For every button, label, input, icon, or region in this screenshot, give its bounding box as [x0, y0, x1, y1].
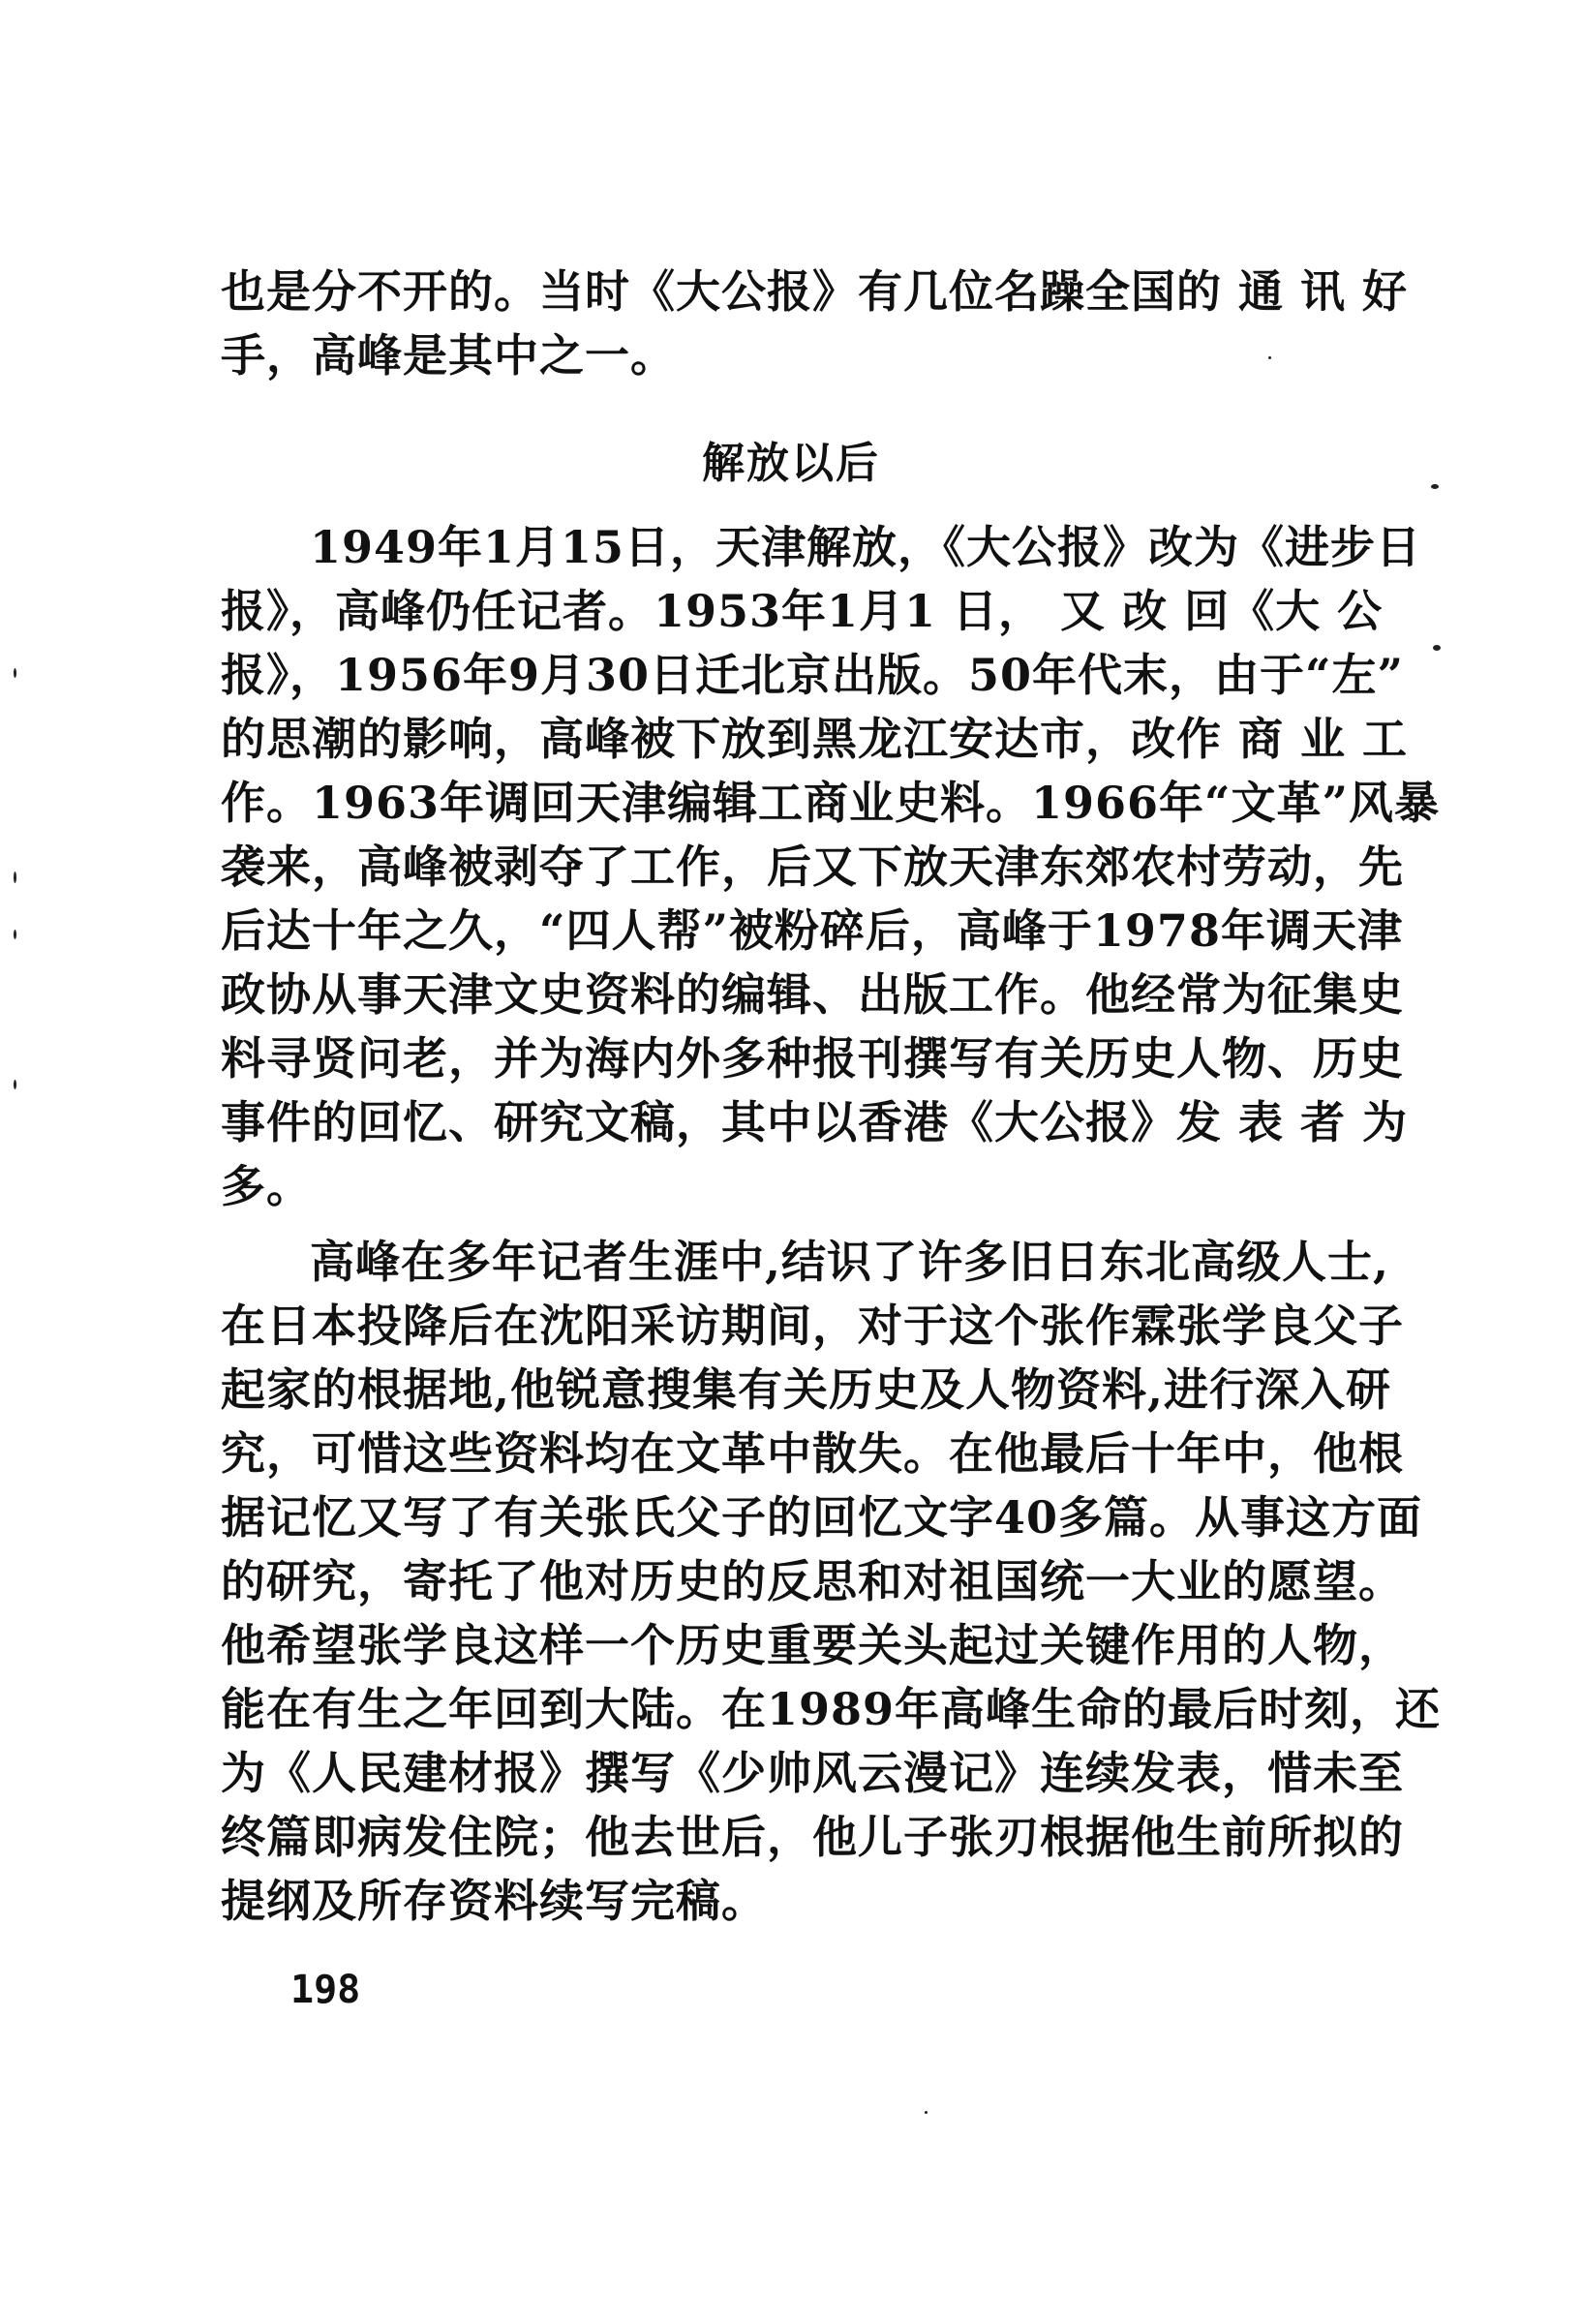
- text-line: 后达十年之久，“四人帮”被粉碎后，高峰于1978年调天津: [221, 904, 1403, 957]
- text-line: 报》，1956年9月30日迁北京出版。50年代末，由于“左”: [221, 649, 1404, 701]
- scan-speck: [1268, 356, 1271, 359]
- text-line: 也是分不开的。当时《大公报》有几位名躁全国的 通 讯 好: [221, 265, 1409, 318]
- text-line: 究，可惜这些资料均在文革中散失。在他最后十年中，他根: [221, 1427, 1404, 1480]
- text-line: 政协从事天津文史资料的编辑、出版工作。他经常为征集史: [221, 968, 1404, 1021]
- text-line: 能在有生之年回到大陆。在1989年高峰生命的最后时刻，还: [221, 1683, 1442, 1735]
- text-line: 料寻贤问老，并为海内外多种报刊撰写有关历史人物、历史: [221, 1032, 1404, 1085]
- text-line: 起家的根据地,他锐意搜集有关历史及人物资料,进行深入研: [221, 1363, 1392, 1416]
- text-line: 多。: [221, 1160, 312, 1212]
- text-line: 在日本投降后在沈阳采访期间，对于这个张作霖张学良父子: [221, 1300, 1404, 1352]
- text-line: 的研究，寄托了他对历史的反思和对祖国统一大业的愿望。: [221, 1555, 1404, 1607]
- text-line: 手，高峰是其中之一。: [221, 329, 676, 382]
- text-line: 为《人民建材报》撰写《少帅风云漫记》连续发表，惜未至: [221, 1747, 1404, 1799]
- section-heading: 解放以后: [702, 439, 880, 488]
- paragraph-first-line: 高峰在多年记者生涯中,结识了许多旧日东北高级人士,: [310, 1236, 1390, 1288]
- scan-speck: [925, 2111, 928, 2114]
- scan-speck: [14, 668, 16, 678]
- text-line: 的思潮的影响，高峰被下放到黑龙江安达市，改作 商 业 工: [221, 713, 1409, 765]
- text-line: 报》，高峰仍任记者。1953年1月1 日， 又 改 回《大 公: [221, 585, 1384, 637]
- text-line: 终篇即病发住院；他去世后，他儿子张刃根据他生前所拟的: [221, 1811, 1404, 1863]
- page-number: 198: [290, 1968, 361, 2012]
- scan-speck: [1431, 484, 1439, 489]
- paragraph-first-line: 1949年1月15日，天津解放，《大公报》改为《进步日: [310, 521, 1422, 573]
- scan-speck: [14, 1080, 16, 1089]
- text-line: 他希望张学良这样一个历史重要关头起过关键作用的人物，: [221, 1619, 1404, 1671]
- text-line: 袭来，高峰被剥夺了工作，后又下放天津东郊农村劳动，先: [221, 841, 1404, 893]
- text-line: 提纲及所存资料续写完稿。: [221, 1875, 767, 1927]
- scan-speck: [14, 872, 16, 883]
- text-line: 作。1963年调回天津编辑工商业史料。1966年“文革”风暴: [221, 777, 1440, 829]
- scan-speck: [14, 930, 16, 939]
- scan-speck: [1433, 645, 1441, 651]
- text-line: 事件的回忆、研究文稿，其中以香港《大公报》发 表 者 为: [221, 1096, 1409, 1148]
- text-line: 据记忆又写了有关张氏父子的回忆文字40多篇。从事这方面: [221, 1491, 1423, 1544]
